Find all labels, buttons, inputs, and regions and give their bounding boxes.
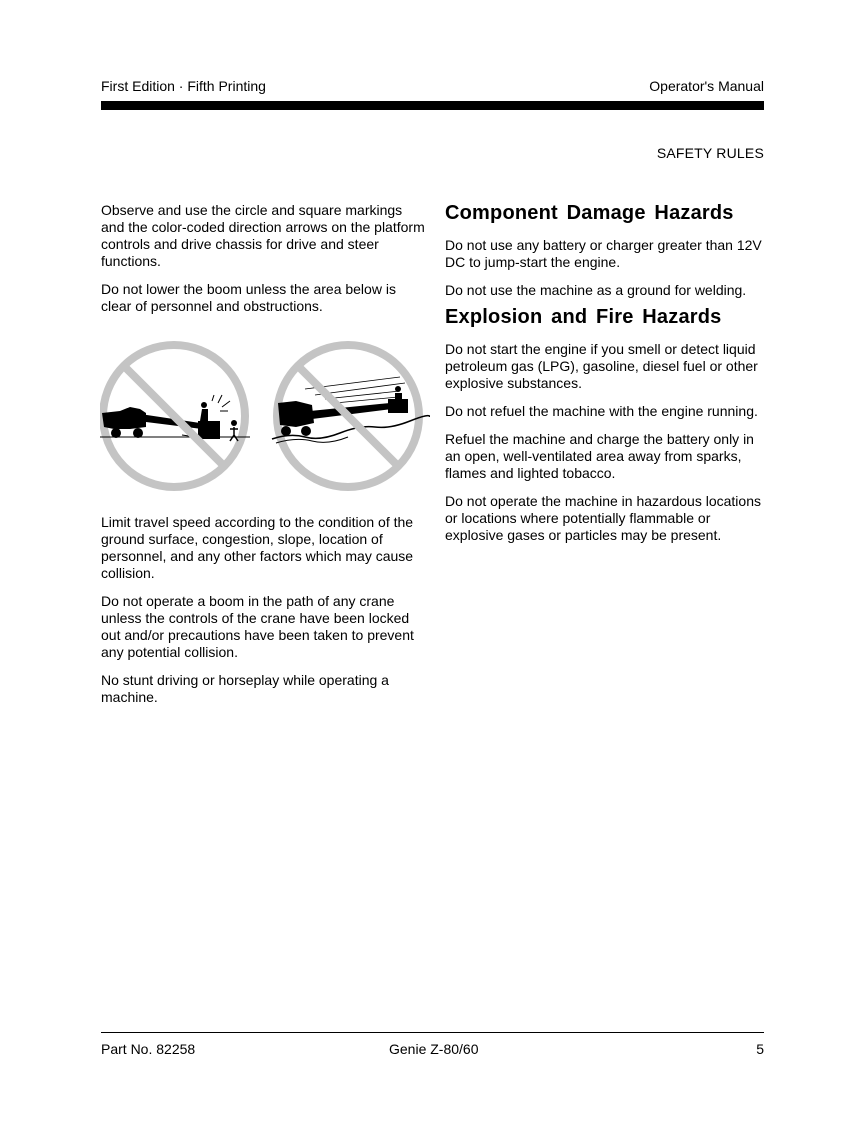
footer-part-number: Part No. 82258	[101, 1041, 196, 1057]
paragraph: Do not lower the boom unless the area below is clear of personnel and obstructions.	[101, 281, 396, 314]
section-label: SAFETY RULES	[656, 145, 764, 161]
left-column-top	[101, 202, 426, 326]
footer-model: Genie Z-80/60	[389, 1041, 479, 1057]
prohibited-stunt-driving-icon	[272, 345, 430, 487]
prohibited-boom-collision-icon	[100, 345, 250, 487]
page-number: 5	[756, 1041, 764, 1057]
paragraph: Refuel the machine and charge the battery only in an open, well-ventilated area away from sparks, flames and lighted tobacco.	[445, 431, 754, 481]
header-manual-title: Operator's Manual	[649, 78, 764, 94]
paragraph: Do not use the machine as a ground for welding.	[445, 282, 747, 298]
paragraph: Do not start the engine if you smell or detect liquid petroleum gas (LPG), gasoline, diesel fuel or other explosive substances.	[445, 341, 758, 391]
paragraph: Do not refuel the machine with the engine running.	[445, 403, 758, 419]
header-rule	[101, 101, 764, 110]
prohibition-illustrations	[100, 337, 430, 495]
paragraph: Do not operate a boom in the path of any crane unless the controls of the crane have been locked out and/or precautions have been taken to prevent any potential collision.	[101, 593, 414, 660]
left-column-bottom	[101, 514, 426, 717]
footer-rule	[101, 1032, 764, 1033]
paragraph: Do not operate the machine in hazardous locations or locations where potentially flammable or explosive gases or particles may be present.	[445, 493, 761, 543]
component-damage-heading: Component Damage Hazards	[445, 202, 734, 224]
paragraph: No stunt driving or horseplay while operating a machine.	[101, 672, 389, 705]
paragraph: Limit travel speed according to the condition of the ground surface, congestion, slope, location of personnel, and any other factors which may cause collision.	[101, 514, 414, 581]
header-edition: First Edition · Fifth Printing	[101, 78, 266, 94]
paragraph: Do not use any battery or charger greater than 12V DC to jump-start the engine.	[445, 237, 762, 270]
right-column	[445, 201, 770, 555]
paragraph: Observe and use the circle and square markings and the color-coded direction arrows on the platform controls and drive chassis for drive and steer functions.	[101, 202, 425, 269]
explosion-fire-heading: Explosion and Fire Hazards	[445, 306, 722, 328]
